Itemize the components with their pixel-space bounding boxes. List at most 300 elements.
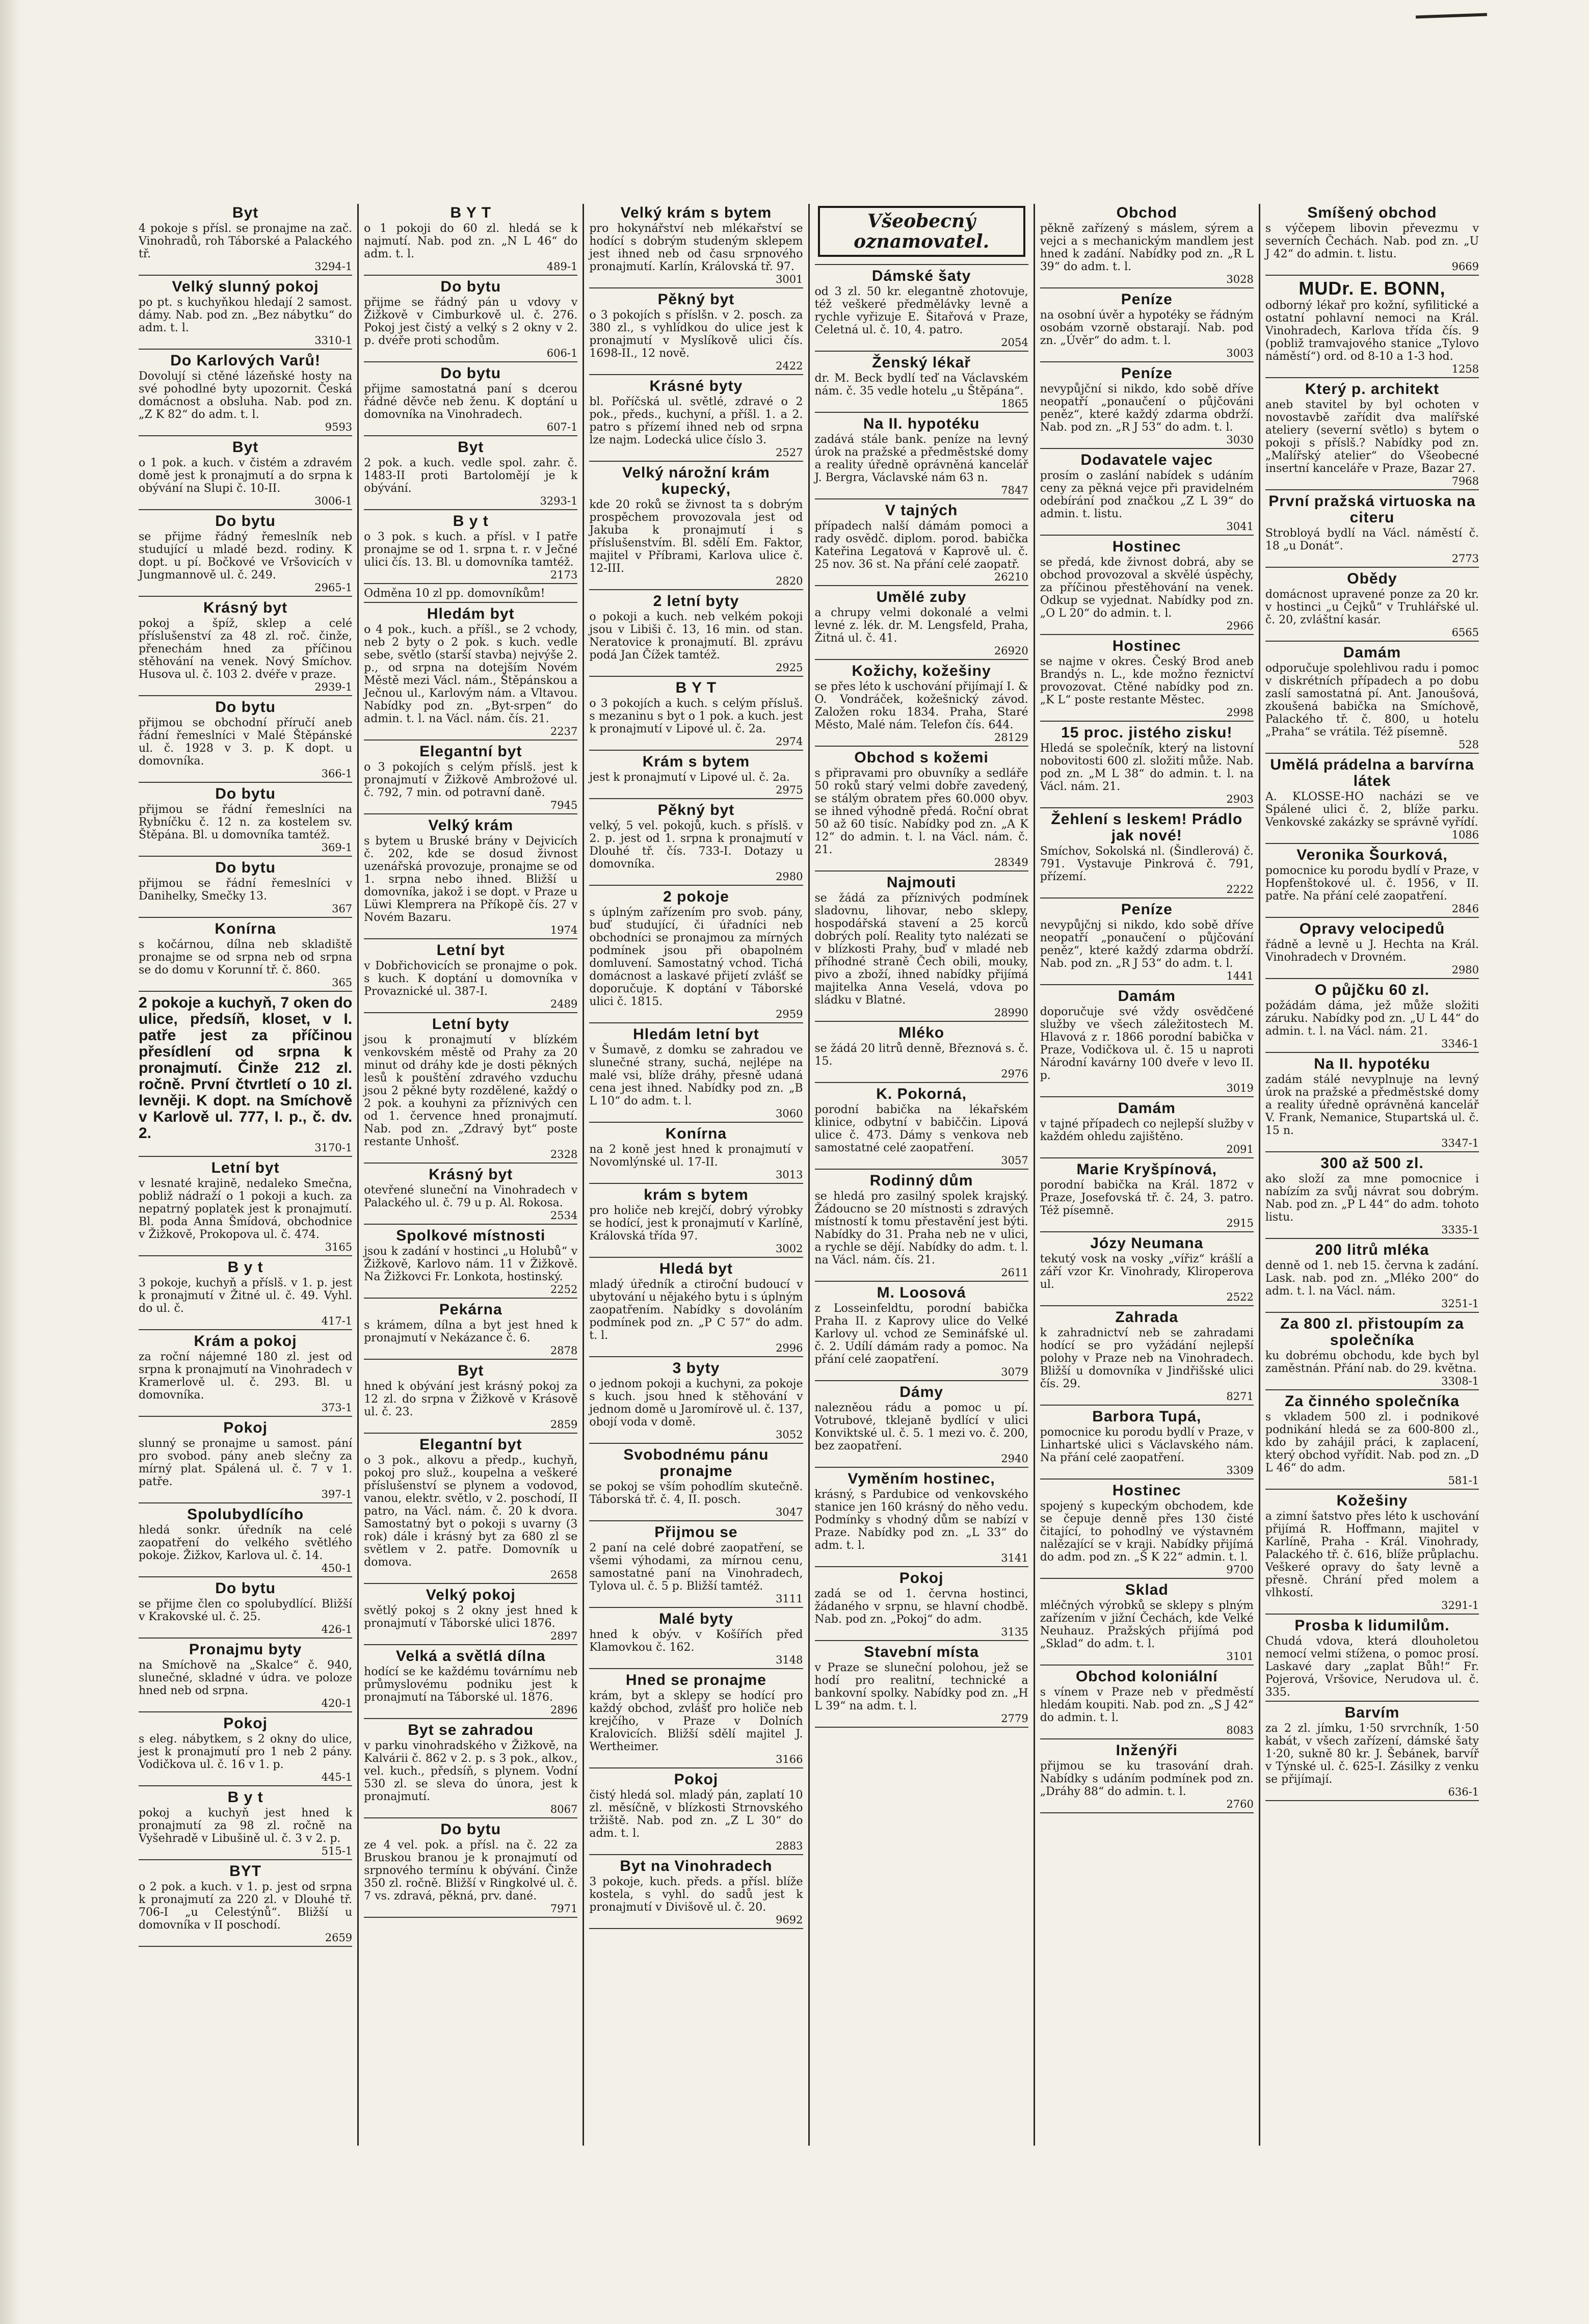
classified-ad (815, 1025, 1028, 1083)
ad-number: 26210 (994, 571, 1028, 583)
ad-number: 28129 (994, 731, 1028, 744)
ad-number: 7971 (550, 1903, 578, 1915)
ad-number: 2779 (1001, 1712, 1028, 1725)
classified-columns (134, 204, 1484, 2146)
ad-number: 28990 (994, 1007, 1028, 1019)
ad-number: 26920 (994, 645, 1028, 657)
ad-title: Pokoj (674, 1771, 719, 1788)
ad-title: Damám (1118, 1100, 1176, 1117)
ad-body: nevypůjčnj si nikdo, kdo sobě dříve neopatří „ponaučení o půjčování peněz“, které každý zdarma obdrží. Nab. pod zn. „R J 53“ do adm. t. l. (1040, 919, 1254, 970)
ad-body: se předá, kde živnost dobrá, aby se obchod provozoval a skvělé úspěchy, za příčinou přestěhování na venek. Odkup se vyjednat. Nabídky pod zn. „O L 20“ do admin. t. l. (1040, 556, 1254, 620)
ad-title: Krám s bytem (642, 753, 750, 770)
ad-title: Damám (1118, 988, 1176, 1005)
ad-number: 2422 (776, 360, 803, 372)
ad-body: jsou k zadání v hostinci „u Holubů“ v Žižkově, Karlovo nám. 11 v Žižkově. Na Žižkovci Fr. Lonkota, hostinský. (364, 1245, 578, 1283)
ad-body: kde 20 roků se živnost ta s dobrým prospěchem provozovala jest od Jakuba k pronajmutí i s příslušenstvím. Bl. sdělí Em. Faktor, majitel v Příbrami, Karlova ulice č. 12-III. (589, 498, 803, 575)
ad-title: Velký krám (428, 817, 514, 834)
ad-title: Peníze (1121, 291, 1173, 308)
classified-ad (364, 439, 577, 510)
ad-title: Veronika Šourková, (1296, 847, 1448, 863)
ad-title: Byt (458, 439, 484, 456)
ad-title: Hledám letní byt (633, 1026, 759, 1043)
classified-ad (815, 1384, 1028, 1468)
ad-number: 369-1 (321, 841, 353, 854)
ad-number: 2846 (1451, 903, 1479, 915)
ad-number: 2878 (550, 1344, 578, 1357)
classified-ad (815, 1471, 1028, 1567)
ad-number: 515-1 (321, 1845, 353, 1857)
ad-body: o 2 pok. a kuch. v 1. p. jest od srpna k pronajmutí za 220 zl. v Dlouhé tř. 706-I „u Celestýnů“. Bližší u domovníka v II poschodí. (139, 1881, 353, 1932)
ad-title: Do bytu (215, 859, 276, 876)
ad-body: ako složí za mne pomocnice i nabízím za svůj návrat sou dobrým. Nab. pod zn. „P L 44“ do adm. tohoto listu. (1265, 1173, 1479, 1224)
ad-body: A. KLOSSE-HO nacházi se ve Spálené ulici č. 2, blíže parku. Venkovské zakázky se správně vyřídí. (1265, 790, 1479, 829)
classified-ad (589, 1858, 803, 1929)
ad-title: Do bytu (215, 513, 276, 530)
ad-title: M. Loosová (877, 1284, 966, 1301)
ad-body: o 3 pok. s kuch. a přísl. v I patře pronajme se od 1. srpna t. r. v Ječné ulici čís. 13. Bl. u domovníka tamtéž. (364, 531, 578, 569)
ad-title: Obchod s kožemi (854, 749, 989, 766)
ad-number: 2658 (550, 1569, 578, 1581)
ad-title: Na II. hypotéku (1314, 1055, 1431, 1072)
ad-number: 2966 (1226, 620, 1254, 632)
classified-ad (1265, 921, 1479, 979)
ad-title: V tajných (885, 502, 958, 519)
ad-number: 3003 (1226, 347, 1254, 359)
ad-number: 636-1 (1448, 1786, 1479, 1798)
classified-ad (589, 205, 803, 288)
classified-ad (139, 1863, 352, 1947)
ad-number: 3006-1 (314, 495, 353, 507)
classified-ad (1265, 571, 1479, 642)
ad-title: Umělé zuby (876, 589, 967, 605)
classified-ad (589, 754, 803, 799)
ad-title: krám s bytem (644, 1186, 749, 1203)
classified-ad (139, 513, 352, 597)
classified-ad (1040, 988, 1254, 1097)
ad-body: se pokoj se vším pohodlím skutečně. Táborská tř. č. 4, II. posch. (589, 1481, 803, 1506)
classified-ad (364, 1228, 577, 1299)
ad-body: jest k pronajmutí v Lipové ul. č. 2a. (589, 771, 790, 784)
classified-ad (364, 817, 577, 939)
ad-title: Barvím (1344, 1704, 1400, 1721)
ad-number: 528 (1458, 738, 1479, 751)
ad-title: Krásný byt (429, 1166, 513, 1183)
ad-body: v Praze se sluneční polohou, jež se hodí pro realitní, technické a bankovní spolky. Nabídky pod zn. „H L 39“ na adm. t. l. (814, 1661, 1028, 1712)
ad-title: Krásný byt (203, 599, 288, 616)
ad-body: řádně a levně u J. Hechta na Král. Vinohradech v Drovném. (1265, 938, 1479, 964)
ad-title: 2 letní byty (653, 593, 739, 610)
ad-body: na Smíchově na „Skalce“ č. 940, slunečné, skladné v údra. ve poloze hned neb od srpna. (139, 1659, 353, 1697)
ad-number: 2975 (776, 784, 803, 796)
ad-body: přijme samostatná paní s dcerou řádné děvče neb ženu. K doptání u domovníka na Vinohradech. (364, 383, 578, 421)
ad-body: nevypůjční si nikdo, kdo sobě dříve neopatří „ponaučení o půjčováni peněz“, které každý zdarma obdrží. Nab. pod zn. „R J 53“ do adm. t. l. (1040, 383, 1254, 434)
classified-ad (589, 1187, 803, 1258)
ad-body: velký, 5 vel. pokojů, kuch. s příslš. v 2. p. jest od 1. srpna k pronajmutí v Dlouhé tř. čís. 733-I. Dotazy u domovníka. (589, 820, 803, 870)
classified-ad (1040, 1235, 1254, 1306)
classified-ad (589, 1360, 803, 1444)
ad-title: Barbora Tupá, (1092, 1408, 1202, 1425)
ad-body: pokoj a kuchyň jest hned k pronajmutí za 98 zl. ročně na Vyšehradě v Libušině ul. č. 3 v 2. p. (139, 1807, 353, 1845)
ad-title: 300 až 500 zl. (1320, 1155, 1424, 1172)
ad-title: Pokoj (223, 1715, 268, 1732)
classified-ad (589, 1772, 803, 1855)
ad-number: 3347-1 (1441, 1137, 1479, 1149)
classified-ad (139, 786, 352, 857)
ad-number: 2760 (1226, 1798, 1254, 1810)
ad-body: se přes léto k uschování přijímají I. & O. Vondráček, kožešnický závod. Založen roku 1834. Praha, Staré Město, Malé nám. Telefon čís. 644. (814, 680, 1028, 731)
ad-number: 366-1 (321, 768, 353, 780)
ad-body: o 4 pok., kuch. a příšl., se 2 vchody, neb 2 byty o 2 pok. s kuch. vedle sebe, světlo (starší stavba) nejvýše 2. p., od srpna na dotejším Novém Městě mezi Václ. nám., Štěpánskou a Ječnou ul., Karlovým nám. a Vltavou. Nabídky pod zn. „Byt-srpen“ do admin. t. l. na Václ. nám. čís. 21. (364, 623, 578, 725)
ad-title: Velký nárožní krám kupecký, (622, 464, 770, 497)
classified-ad (1265, 757, 1479, 844)
classified-ad (815, 268, 1028, 352)
column-5 (1034, 204, 1259, 2146)
classified-ad (589, 1261, 803, 1357)
classified-ad (364, 1437, 577, 1584)
ad-body: bl. Poříčská ul. světlé, zdravé o 2 pok., předs., kuchyní, a příšl. 1. a 2. patro s přízemí ihned neb od srpna lze najm. Lodecká ulice číslo 3. (589, 395, 803, 446)
classified-ad (1265, 381, 1479, 490)
ad-body: se hledá pro zasilný spolek krajský. Žádoucno se 20 místnosti s zdravých místností k tomu přestavění jest býti. Nabídky do 31. Praha neb ne v ulici, a rychle se dějí. Nabídky do adm. t. l. na Václ. nám. čís. 21. (814, 1190, 1028, 1266)
ad-number: 417-1 (321, 1315, 353, 1327)
ad-number: 9669 (1451, 260, 1479, 273)
classified-ad (364, 1016, 577, 1164)
classified-ad (589, 802, 803, 886)
ad-body: o 1 pok. a kuch. v čistém a zdravém domě jest k pronajmutí a do srpna k obývání na Slupi č. 10-II. (139, 457, 353, 495)
ad-body: 2 pok. a kuch. vedle spol. zahr. č. 1483-II proti Bartolomějí je k obývání. (364, 457, 578, 495)
ad-number: 606-1 (546, 347, 578, 359)
ad-number: 3170-1 (314, 1142, 353, 1154)
classified-ad (139, 1333, 352, 1417)
classified-ad (1040, 452, 1254, 536)
ad-title: Marie Kryšpínová, (1076, 1161, 1217, 1178)
classified-ad (139, 1160, 352, 1256)
ad-number: 1086 (1451, 829, 1479, 841)
classified-ad (815, 750, 1028, 872)
ad-body: Chudá vdova, která dlouholetou nemocí velmi stížena, o pomoc prosí. Laskavé dary „zaplat Bůh!“ Fr. Pojerová, Vršovice, Nerudova ul. č. 335. (1265, 1635, 1479, 1699)
ad-title: Do bytu (440, 1821, 501, 1838)
ad-body: s úplným zařízením pro svob. pány, buď studující, či úřadníci neb obchodníci se pronajmou za mírných podmínek jsou při obapolném domluvení. Samostatný vchod. Tichá domácnost a laskavé přijetí zvlášť se doporučuje. K doptání v Táborské ulici č. 1815. (589, 906, 803, 1008)
classified-ad (1040, 638, 1254, 722)
ad-title: Opravy velocipedů (1299, 920, 1445, 937)
classified-ad (815, 1086, 1028, 1170)
ad-number: 3251-1 (1441, 1298, 1479, 1310)
ad-body: Dovolují si ctěné lázeňské hosty na své pohodlné byty upozornit. Česká domácnost a obsluha. Nab. pod zn. „Z K 82“ do adm. t. l. (139, 370, 353, 421)
ad-body: odborný lékař pro kožní, syfilitické a ostatní pohlavní nemoci na Král. Vinohradech, Karlova třída čís. 9 (pobliž tramvajového stanice „Tylovo náměstí“) ord. od 8-10 a 1-3 hod. (1265, 299, 1479, 363)
ad-title: Který p. architekt (1305, 381, 1439, 398)
ad-number: 3111 (776, 1593, 803, 1605)
classified-ad (815, 875, 1028, 1022)
classified-ad (589, 1611, 803, 1669)
classified-ad (815, 1173, 1028, 1282)
ad-body: v lesnaté krajině, nedaleko Smečna, pobliž nádraží o 1 pokoji a kuch. za nepatrný poplatek jest k pronajmutí. Bl. poda Anna Šmídová, obchodnice v Žižkově, Prokopova ul. č. 474. (139, 1177, 353, 1241)
ad-body: s připravami pro obuvníky a sedláře 50 roků starý velmi dobře zavedený, se stálým obratem přes 60.000 obyv. se ihned výhodně předá. Roční obrat 50 až 60 tisíc. Nabídky pod zn. „A K 12“ do admin. t. l. na Václ. nám. č. 21. (814, 767, 1028, 856)
ad-body: v Dobřichovicích se pronajme o pok. s kuch. K doptání u domovníka v Provaznické ul. 387-I. (364, 960, 578, 998)
ad-number: 1258 (1451, 363, 1479, 375)
ad-number: 2659 (325, 1932, 353, 1944)
ad-title: Do bytu (215, 1580, 276, 1597)
corner-ink-mark (1416, 13, 1487, 19)
ad-body: hodící se ke každému továrnímu neb průmyslovému podniku jest k pronajmutí na Táborské ul. 1876. (364, 1666, 578, 1704)
ad-number: 2974 (776, 735, 803, 748)
ad-body: hledá sonkr. úředník na celé zaopatření do velkého světlého pokoje. Žižkov, Karlova ul. č. 14. (139, 1524, 353, 1562)
ad-number: 2859 (550, 1418, 578, 1431)
ad-body: čistý hledá sol. mladý pán, zaplatí 10 zl. měsíčně, v blízkosti Strnovského tržiště. Nab. pod zn. „Z L 30“ do adm. t. l. (589, 1789, 803, 1840)
section-heading-box: Všeobecný oznamovatel. (818, 206, 1025, 257)
ad-number: 9593 (325, 421, 353, 433)
ad-title: Dámy (899, 1384, 943, 1401)
ad-body: přijmou se obchodní příručí aneb řádní řemeslníci v Malé Štěpánské ul. č. 1928 v 3. p. K dopt. u domovníka. (139, 717, 353, 768)
ad-title: Přijmou se (654, 1524, 738, 1541)
classified-ad (1265, 1316, 1479, 1390)
ad-title: B y t (227, 1789, 263, 1806)
classified-ad (589, 1126, 803, 1184)
classified-ad (1040, 1161, 1254, 1232)
classified-ad (139, 1259, 352, 1330)
ad-body: s krámem, dílna a byt jest hned k pronajmutí v Nekázance č. 6. (364, 1319, 578, 1344)
classified-ad (589, 465, 803, 590)
ad-body: porodní babička na lékařském klinice, odbytní v babiččin. Lipová ulice č. 473. Dámy s venkova neb samostatné celé zaopatření. (814, 1103, 1028, 1154)
ad-title: Zahrada (1115, 1309, 1179, 1326)
ad-title: Pěkný byt (657, 291, 735, 308)
ad-body: jsou k pronajmutí v blízkém venkovském městě od Prahy za 20 minut od dráhy kde je dosti pěkných lesů k pouštění zdravého vzduchu jsou 2 pěkné byty rozdělené, každý o 2 pok. a kouhyni za příznivých cen od 1. července hned pronajmutí. Nab. pod zn. „Zdravý byt“ poste restante Unhošť. (364, 1034, 578, 1148)
ad-number: 7968 (1451, 475, 1479, 487)
ad-number: 3148 (776, 1654, 803, 1666)
classified-ad (1265, 1056, 1479, 1152)
classified-ad (139, 353, 352, 436)
classified-ad (589, 292, 803, 375)
ad-body: slunný se pronajme u samost. pání pro svobod. pány aneb slečny za mírný plat. Spálená ul. č. 7 v 1. patře. (139, 1437, 353, 1488)
ad-body: a zimní šatstvo přes léto k uschování přijímá R. Hoffmann, majitel v Karlíně, Praha - Král. Vinohrady, Palackého tř. č. 616, blíže průplachu. Veškeré opravy do šaty levně a přesně. Chrání před molem a vlhkostí. (1265, 1510, 1479, 1599)
classified-ad (139, 1715, 352, 1786)
ad-body: přijmou se řádní řemeslníci na Rybníčku č. 12 n. za kostelem sv. Štěpána. Bl. u domovníka tamtéž. (139, 803, 353, 841)
ad-number: 3309 (1226, 1464, 1254, 1476)
ad-title: Smíšený obchod (1307, 204, 1437, 221)
ad-number: 2896 (550, 1704, 578, 1716)
ad-body: pokoj a špíž, sklep a celé příslušenství za 48 zl. roč. činže, přenechám hned za příčinou stěhování na venek. Nový Smíchov. Husova ul. č. 103 2. dvéře v praze. (139, 617, 353, 681)
ad-number: 2998 (1226, 706, 1254, 719)
ad-number: 3141 (1001, 1552, 1028, 1564)
ad-number: 3002 (776, 1243, 803, 1255)
ad-body: 3 pokoje, kuchyň a příslš. v 1. p. jest k pronajmutí v Žitné ul. č. 49. Vyhl. do ul. č. (139, 1277, 353, 1315)
classified-ad (139, 600, 352, 696)
classified-ad (589, 378, 803, 462)
ad-title: Krám a pokoj (194, 1333, 297, 1350)
ad-body: přijme se řádný pán u vdovy v Žižkově v Cimburkově ul. č. 276. Pokoj jest čistý a velký s 2 okny v 2. p. dvéře proti schodům. (364, 296, 578, 347)
ad-body: s bytem u Bruské brány v Dejvicích č. 202, kde se dosud živnost uzenářská provozuje, pronajme se od 1. srpna nebo ihned. Bližší u domovníka, jakož i se dopt. v Praze u Lüwi Klemprera na Příkopě čís. 27 v Novém Bazaru. (364, 835, 578, 924)
ad-number: 3310-1 (314, 334, 353, 347)
ad-body: ku dobrému obchodu, kde bych byl zaměstnán. Přání nab. do 29. května. (1265, 1350, 1479, 1375)
ad-title: První pražská virtuoska na citeru (1268, 493, 1476, 526)
classified-ad (589, 680, 803, 751)
ad-title: Konírna (215, 920, 276, 937)
ad-body: denně od 1. neb 15. června k zadání. Lask. nab. pod zn. „Mléko 200“ do adm. t. l. na Václ. nám. (1265, 1259, 1479, 1298)
classified-ad (1265, 493, 1479, 568)
ad-title: Obchod (1116, 204, 1177, 221)
ad-body: se přijme řádný řemeslník neb studující u mladé bezd. rodiny. K dopt. u pí. Bočkové ve Vršovicích v Jungmannově ul. č. 249. (139, 531, 353, 582)
ad-title: MUDr. E. BONN, (1299, 278, 1446, 299)
ad-number: 420-1 (321, 1697, 353, 1709)
ad-title: Hostinec (1112, 538, 1181, 555)
ad-body: s vínem v Praze neb v předměstí hledám koupiti. Nab. pod zn. „S J 42“ do admin. t. l. (1040, 1686, 1254, 1724)
classified-ad (139, 860, 352, 918)
ad-number: 3291-1 (1441, 1599, 1479, 1612)
classified-ad (364, 1722, 577, 1818)
classified-ad (589, 1524, 803, 1608)
ad-number: 2897 (550, 1630, 578, 1642)
ad-number: 1974 (550, 924, 578, 936)
classified-ad (364, 942, 577, 1013)
classified-ad (815, 503, 1028, 586)
ad-title: Velký krám s bytem (620, 204, 772, 221)
ad-body: dr. M. Beck bydlí teď na Václavském nám. č. 35 vedle hotelu „u Štěpána“. (814, 372, 1028, 398)
ad-number: 426-1 (321, 1623, 353, 1635)
ad-title: Pěkný byt (657, 802, 735, 818)
classified-ad (364, 606, 577, 741)
ad-number: 3135 (1001, 1626, 1028, 1638)
classified-ad (815, 589, 1028, 660)
ad-body: s eleg. nábytkem, s 2 okny do ulice, jest k pronajmutí pro 1 neb 2 pány. Vodičkova ul. č. 16 v 1. p. (139, 1733, 353, 1771)
ad-body: a chrupy velmi dokonalé a velmi levné z. lék. dr. M. Lengsfeld, Praha, Žitná ul. č. 41. (814, 606, 1028, 645)
ad-body: požádám dáma, jež může složiti záruku. Nabídky pod zn. „U L 44“ do admin. t. l. na Václ. nám. 21. (1265, 999, 1479, 1038)
classified-ad (815, 416, 1028, 499)
ad-number: 3165 (325, 1241, 353, 1253)
ad-title: Byt se zahradou (408, 1722, 534, 1738)
ad-number: 9692 (776, 1914, 803, 1926)
ad-body: o 3 pokojích s celým příslš. jest k pronajmutí v Žižkově Ambrožové ul. č. 792, 7 min. od potravní daně. (364, 761, 578, 799)
ad-title: K. Pokorná, (876, 1086, 967, 1102)
classified-ad (1040, 1742, 1254, 1813)
ad-body: na 2 koně jest hned k pronajmutí v Novomlýnské ul. 17-II. (589, 1143, 803, 1169)
column-6 (1259, 204, 1484, 2146)
ad-body: za roční nájemné 180 zl. jest od srpna k pronajmutí na Vinohradech v Kramerlově ul. č. 293. Bl. u domovníka. (139, 1351, 353, 1402)
ad-number: 3030 (1226, 434, 1254, 446)
classified-ad (139, 1642, 352, 1712)
column-4 (808, 204, 1034, 2146)
ad-body: 2 pokoje a kuchyň, 7 oken do ulice, předsíň, kloset, v I. patře jest za příčinou přesídlení od srpna k pronajmutí. Činže 212 zl. ročně. První čtvrtletí o 10 zl. levněji. K dopt. na Smíchově v Karlově ul. 777, I. p., č. dv. 2. (139, 994, 353, 1142)
classified-ad (1265, 279, 1479, 378)
ad-number: 3041 (1226, 520, 1254, 533)
ad-body: o 3 pokojích s příslšn. v 2. posch. za 380 zl., s vyhlídkou do ulice jest k pronajmutí v Myslíkově ulici čís. 1698-II., 12 nově. (589, 309, 803, 360)
classified-ad (139, 699, 352, 783)
ad-title: Byt (232, 204, 259, 221)
ad-title: Umělá prádelna a barvírna látek (1270, 756, 1474, 789)
ad-number: 2925 (776, 662, 803, 674)
ad-body: se žádá 20 litrů denně, Březnová s. č. 15. (814, 1042, 1028, 1068)
ad-title: B Y T (675, 679, 717, 696)
ad-number: 397-1 (321, 1488, 353, 1500)
ad-title: Žehlení s leskem! Prádlo jak nové! (1051, 811, 1243, 844)
ad-number: 450-1 (321, 1562, 353, 1574)
classified-ad (1040, 1483, 1254, 1579)
classified-ad (364, 279, 577, 362)
ad-title: B Y T (450, 204, 492, 221)
ad-body: od 3 zl. 50 kr. elegantně zhotovuje, též veškeré předmělávky levně a rychle vyřizuje E. Šitařová v Praze, Celetná ul. č. 10, 4. patro. (814, 285, 1028, 336)
classified-ad (815, 1285, 1028, 1381)
ad-number: 2328 (550, 1148, 578, 1160)
ad-title: Byt (232, 439, 259, 456)
ad-body: zadává stále bank. peníze na levný úrok na pražské a předměstské domy a reality úředně oprávněná kancelář J. Bergra, Václavské nám 63 n. (814, 433, 1028, 484)
classified-ad (1265, 205, 1479, 276)
classified-ad (1040, 539, 1254, 635)
ad-number: 2883 (776, 1840, 803, 1852)
ad-number: 3047 (776, 1506, 803, 1518)
ad-title: Krásné byty (649, 378, 743, 394)
column-3 (582, 204, 808, 2146)
ad-title: Pokoj (223, 1419, 268, 1436)
classified-ad (1265, 1705, 1479, 1801)
ad-body: v Šumavě, z domku se zahradou ve slunečné strany, suchá, nejlépe na malé vsi, blíže dráhy, přesně udaná cena jest ihned. Nabídky pod zn. „B L 10“ do adm. t. l. (589, 1044, 803, 1107)
ad-title: Sklad (1125, 1581, 1169, 1598)
classified-ad (1265, 645, 1479, 754)
ad-title: Velký pokoj (426, 1587, 516, 1603)
ad-number: 7945 (550, 799, 578, 811)
ad-title: Za 800 zl. přistoupím za společníka (1280, 1315, 1464, 1349)
ad-title: Hostinec (1112, 638, 1181, 654)
column-2 (357, 204, 582, 2146)
ad-body: domácnost upravené ponze za 20 kr. v hostinci „u Čejků“ v Truhlářské ul. č. 20, zvláštní kasár. (1265, 588, 1479, 626)
ad-body: aneb stavitel by byl ochoten v novostavbě zařídit dva malířské ateliery (severní světlo) s bytem o pokoji s příslš.? Nabídky pod zn. „Malířský atelier“ do Všeobecné insertní kanceláře v Praze, Bazar 27. (1265, 399, 1479, 475)
ad-title: Do bytu (440, 365, 501, 382)
ad-number: 2091 (1226, 1143, 1254, 1155)
ad-title: Damám (1343, 644, 1401, 661)
ad-number: 3294-1 (314, 260, 353, 273)
ad-body: pomocnice ku porodu bydlí v Praze, v Hopfenštokové ul. č. 1956, v II. patře. Na přání celé zaopatření. (1265, 864, 1479, 903)
classified-ad (815, 1644, 1028, 1728)
ad-body: s vkladem 500 zl. i podnikové podnikání hledá se za 600-800 zl., kdo by zahájil práci, k zaplacení, který obchod vyřídit. Nab. pod zn. „D L 46“ do adm. (1265, 1411, 1479, 1474)
classified-ad (1265, 1393, 1479, 1490)
ad-title: Inženýři (1116, 1742, 1178, 1759)
ad-number: 367 (332, 903, 353, 915)
ad-body: se žádá za příznivých podmínek sladovnu, lihovar, nebo sklepy, hospodářská stavení a 25 korců dobrých polí. Reality tyto nalézati se v blízkosti Prahy, buď v mladé neb příhodné straně Čech obili, mouky, pivo a zboží, ihned nabídky přijímá majitelka Anna Veselá, vdova po sládku v Blatné. (814, 892, 1028, 1007)
classified-ad (139, 1789, 352, 1860)
classified-ad (364, 513, 577, 584)
classified-ad (139, 439, 352, 510)
ad-body: přijmou se ku trasování drah. Nabídky s udáním podmínek pod zn. „Dráhy 88“ do admin. t. l. (1040, 1760, 1254, 1798)
ad-title: Obchod koloniální (1075, 1668, 1218, 1685)
ad-title: B y t (453, 513, 489, 530)
ad-body: k zahradnictví neb se zahradami hodící se pro vyžádání nejlepší polohy v Praze neb na Vinohradech. Bližší u domovníka v Jindřišské ulici čís. 29. (1040, 1327, 1254, 1390)
ad-number: 28349 (994, 856, 1028, 868)
ad-title: B y t (227, 1259, 263, 1276)
ad-number: 8271 (1226, 1390, 1254, 1403)
ad-title: Za činného společníka (1285, 1393, 1460, 1410)
classified-ad (1265, 1242, 1479, 1313)
ad-number: 2940 (1001, 1452, 1028, 1465)
ad-title: Elegantní byt (419, 1436, 522, 1453)
classified-ad (364, 744, 577, 814)
ad-title: Hledá byt (659, 1260, 733, 1277)
ad-title: Elegantní byt (419, 743, 522, 760)
ad-number: 3308-1 (1441, 1375, 1479, 1387)
ad-number: 2903 (1226, 793, 1254, 805)
ad-number: 8083 (1226, 1724, 1254, 1736)
ad-body: mladý úředník a ctiroční budoucí v ubytování u nějakého bytu i s úplným zaopatřením. Nabídky s dovoláním podmínek pod zn. „P C 57“ do adm. t. l. (589, 1278, 803, 1342)
classified-ad (364, 1821, 577, 1918)
ad-body: Hledá se společník, který na listovní nobovitosti 600 zl. složiti může. Nab. pod zn. „M L 38“ do admin. t. l. na Václ. nám. 21. (1040, 742, 1254, 793)
ad-title: Konírna (665, 1125, 727, 1142)
ad-title: Hostinec (1112, 1482, 1181, 1499)
ad-body: přijmou se řádní řemeslníci v Danihelky, Smečky 13. (139, 877, 353, 903)
ad-number: 3052 (776, 1429, 803, 1441)
ad-number: 2222 (1226, 883, 1254, 895)
ad-title: Mléko (898, 1024, 945, 1041)
ad-body: o pokoji a kuch. neb velkém pokoji jsou v Libiši č. 13, 16 min. od stan. Neratovice k pronajmutí. Bl. zprávu podá Jan Čížek tamtéž. (589, 611, 803, 662)
ad-number: 3013 (776, 1169, 803, 1181)
ad-title: Do bytu (215, 785, 276, 802)
ad-title: Hned se pronajme (625, 1672, 766, 1688)
ad-body: krásný, s Pardubice od venkovského stanice jen 160 krásný do něho vedu. Podmínky s vhodný dům se nabízí v Praze. Nabídky pod zn. „L 33“ do adm. t. l. (814, 1488, 1028, 1552)
classified-ad (364, 205, 577, 276)
